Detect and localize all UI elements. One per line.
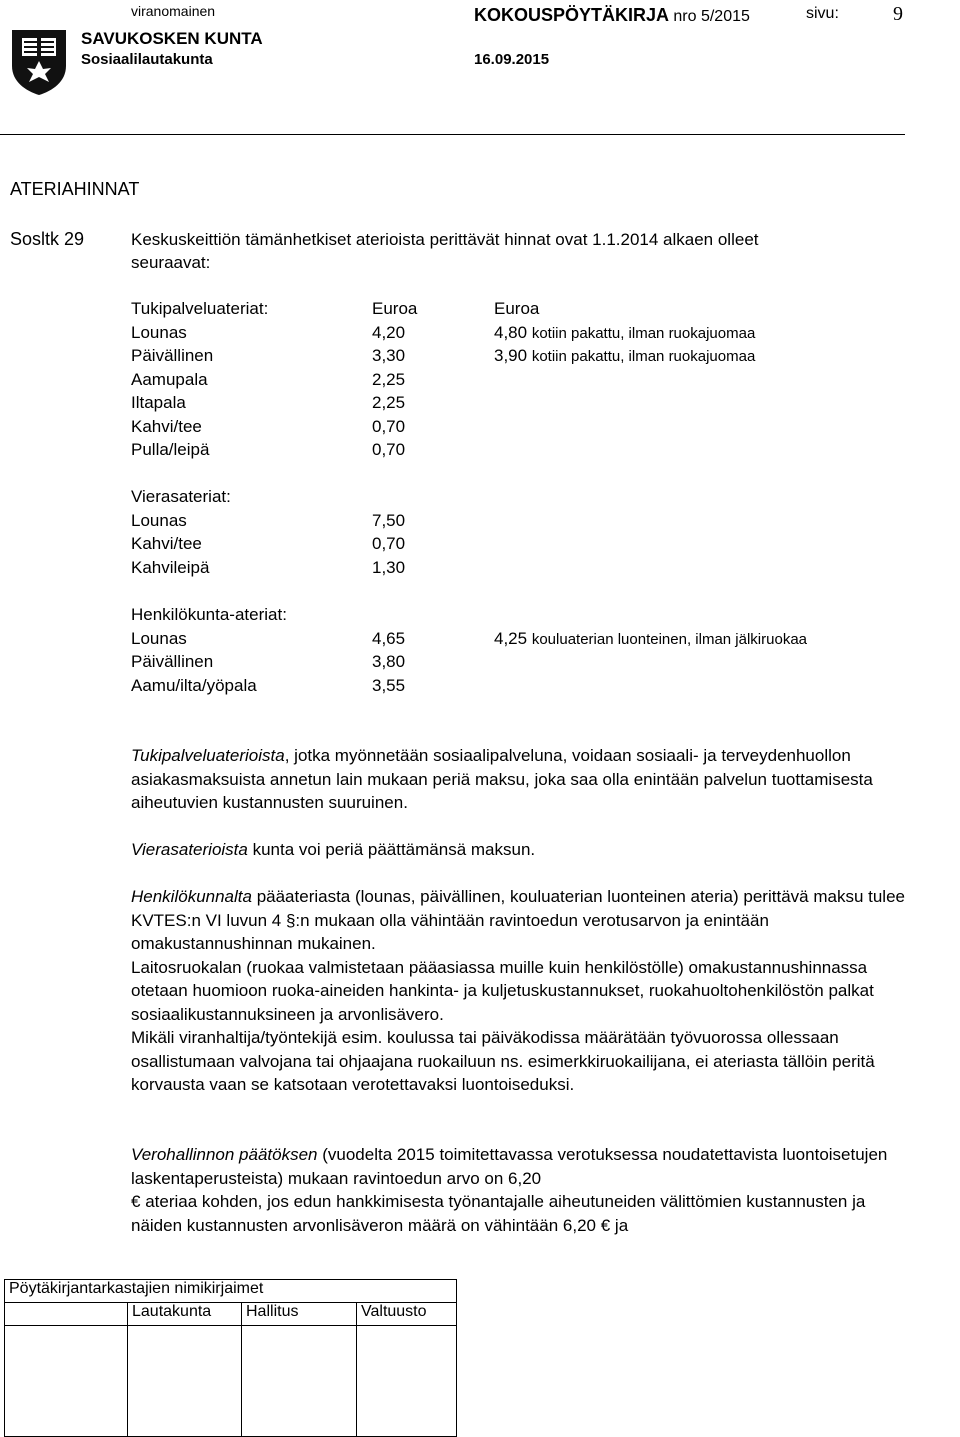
footer-empty-cell <box>5 1303 128 1326</box>
meal-name: Lounas <box>131 510 187 530</box>
meal-name: Kahvi/tee <box>131 416 202 436</box>
meal-name: Iltapala <box>131 393 186 412</box>
intro-line-1: Keskuskeittiön tämänhetkiset aterioista perittävät hinnat ovat 1.1.2014 alkaen olleet <box>131 230 759 249</box>
intro-line-2: seuraavat: <box>131 253 211 272</box>
footer-sign-cell <box>242 1326 357 1437</box>
paragraph-emphasis: Vierasaterioista <box>131 840 248 859</box>
footer-sign-cell <box>5 1326 128 1437</box>
paragraph-staff-meals <box>131 885 921 1097</box>
support-meals-title <box>131 297 268 321</box>
meal-name: Pulla/leipä <box>131 440 210 459</box>
paragraph-text: (vuodelta 2015 toimitettavassa verotuksessa noudatettavista luontoisetujen laskentaperusteista) mukaan ravintoedun arvo on 6,20 <box>131 1145 888 1188</box>
meal-price: 0,70 <box>372 534 406 553</box>
meal-price: 4,65 <box>372 628 406 648</box>
paragraph-emphasis: Henkilökunnalta <box>131 887 252 906</box>
paragraph-text: ja <box>610 1215 629 1235</box>
meal-price: 2,25 <box>372 393 406 412</box>
item-id: Sosltk 29 <box>10 229 85 249</box>
doc-title-text: KOKOUSPÖYTÄKIRJA <box>474 5 669 25</box>
meal-name: Lounas <box>131 628 187 648</box>
doc-title <box>474 5 750 26</box>
paragraph-support-meals <box>131 744 921 815</box>
guest-meals-title <box>131 485 231 509</box>
coat-of-arms-logo <box>10 28 68 96</box>
meal-alt-price: 4,80 <box>494 322 528 342</box>
staff-meals-title-text: Henkilökunta-ateriat <box>131 605 283 624</box>
meal-price: 4,20 <box>372 322 406 342</box>
support-meals-title-colon: : <box>263 299 269 318</box>
col-euro: Euroa <box>372 299 418 318</box>
euro-sign: € <box>131 1192 141 1211</box>
meal-price: 1,30 <box>372 557 406 577</box>
doc-nro: nro 5/2015 <box>673 8 750 25</box>
meal-name: Aamupala <box>131 369 208 389</box>
paragraph-institution-canteen: Laitosruokalan (ruokaa valmistetaan pääasiassa muille kuin henkilöstölle) omakustannushinnassa otetaan huomioon ruoka-aineiden hankinta- ja kuljetuskustannukset, ruokahuoltohenkilöstön palkat sosiaalikustannuksineen ja arvonlisävero. <box>131 957 874 1024</box>
meal-price: 0,70 <box>372 416 406 436</box>
paragraph-text: pääateriasta (lounas, päivällinen, kouluaterian luonteinen ateria) perittävä maksu tulee KVTES:n VI luvun 4 §:n mukaan olla vähintään ravintoedun verotusarvon ja enintään omakustannushinnan mukainen. <box>131 887 905 953</box>
page-label: sivu: <box>806 5 839 22</box>
header-rule <box>0 134 905 135</box>
meal-alt-note: kouluaterian luonteinen, ilman jälkiruokaa <box>531 630 807 648</box>
footer-sign-cell <box>357 1326 457 1437</box>
meal-alt-note: kotiin pakattu, ilman ruokajuomaa <box>531 348 756 365</box>
footer-col-valtuusto: Valtuusto <box>357 1303 457 1326</box>
meal-name: Päivällinen <box>131 652 214 671</box>
meal-price: 0,70 <box>372 440 406 459</box>
guest-meals-title-colon: : <box>226 487 231 506</box>
euro-sign: € <box>600 1215 611 1235</box>
footer-sign-cell <box>128 1326 242 1437</box>
footer-col-lautakunta: Lautakunta <box>128 1303 242 1326</box>
meal-alt-price: 3,90 <box>494 346 528 365</box>
meal-name: Päivällinen <box>131 346 214 365</box>
meal-price: 3,30 <box>372 346 406 365</box>
paragraph-text: kunta voi periä päättämänsä maksun. <box>247 840 536 859</box>
staff-meals-title-colon: : <box>282 605 287 624</box>
paragraph-text: , jotka myönnetään sosiaalipalveluna, voidaan sosiaali- ja terveydenhuollon asiakasmaksuista annetun lain mukaan periä maksu, joka saa olla enintään palvelun tuottamisesta aiheutuvien kustannusten suuruinen. <box>131 746 873 812</box>
paragraph-text: ateriaa kohden, jos edun hankkimisesta työnantajalle aiheutuneiden välittömien kustannusten ja näiden kustannusten arvonlisäveron määrä on vähintään 6,20 <box>131 1192 866 1235</box>
meal-price: 2,25 <box>372 369 406 389</box>
meal-alt-price: 4,25 <box>494 628 528 648</box>
meal-price: 3,80 <box>372 652 406 671</box>
doc-type: viranomainen <box>131 3 216 19</box>
guest-meals-title-text: Vierasateriat <box>131 487 227 506</box>
meal-name: Lounas <box>131 322 187 342</box>
meal-name: Aamu/ilta/yöpala <box>131 675 257 695</box>
meal-price: 3,55 <box>372 675 406 695</box>
footer-title: Pöytäkirjantarkastajien nimikirjaimet <box>5 1280 457 1303</box>
support-meals-title-text: Tukipalveluateriat <box>131 299 264 318</box>
paragraph-tax-decision <box>131 1143 921 1237</box>
paragraph-emphasis: Tukipalveluaterioista <box>131 746 285 765</box>
meal-alt <box>494 344 755 369</box>
page-number: 9 <box>893 3 903 25</box>
committee-name: Sosiaalilautakunta <box>81 51 213 68</box>
footer-signature-table <box>4 1279 457 1437</box>
meal-alt <box>494 627 807 652</box>
meal-name: Kahvi/tee <box>131 534 202 553</box>
paragraph-guest-meals <box>131 838 921 862</box>
meal-name: Kahvileipä <box>131 557 210 577</box>
staff-meals-title <box>131 603 287 627</box>
footer-col-hallitus: Hallitus <box>242 1303 357 1326</box>
meal-price: 7,50 <box>372 510 406 530</box>
meal-alt-note: kotiin pakattu, ilman ruokajuomaa <box>531 324 756 342</box>
section-title: ATERIAHINNAT <box>10 179 140 199</box>
col-euro-alt: Euroa <box>494 299 540 318</box>
organization-name: SAVUKOSKEN KUNTA <box>81 29 263 48</box>
paragraph-emphasis: Verohallinnon päätöksen <box>131 1145 318 1164</box>
paragraph-supervisor-meals: Mikäli viranhaltija/työntekijä esim. koulussa tai päiväkodissa määrätään työvuorossa ollessaan osallistumaan valvojana tai ohjaajana ruokailuun ns. esimerkkiruokailijana, ei ateriasta tällöin peritä korvausta vaan se katsotaan verotettavaksi luontoiseduksi. <box>131 1028 875 1094</box>
meal-alt <box>494 321 755 346</box>
meeting-date: 16.09.2015 <box>474 51 550 68</box>
